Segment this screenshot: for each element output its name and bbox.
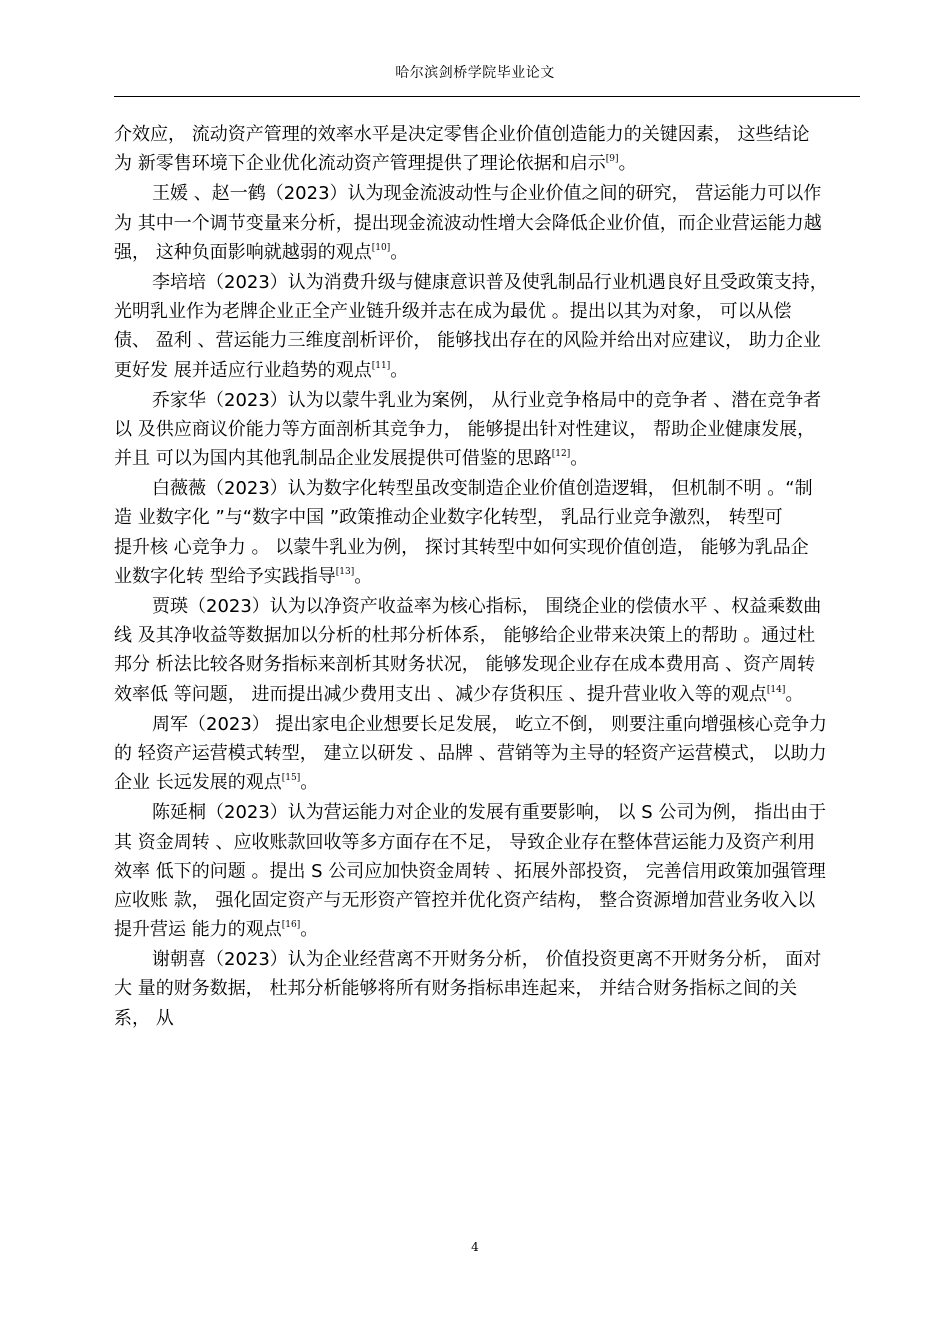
line-text: 为 新零售环境下企业优化流动资产管理提供了理论依据和启示 [114,153,606,175]
line-ending-punctuation: 。 [390,241,409,263]
citation-marker: [10] [371,242,391,253]
line-text: 李培培（2023）认为消费升级与健康意识普及使乳制品行业机遇良好且受政策支持， [152,271,828,293]
text-line [114,974,864,1003]
citation-marker: [11] [371,360,391,371]
line-text: 光明乳业作为老牌企业正全产业链升级并志在成为最优 。提出以其为对象， 可以从偿 [114,301,792,323]
line-text: 业数字化转 型给予实践指导 [114,565,336,587]
line-text: 线 及其净收益等数据加以分析的杜邦分析体系， 能够给企业带来决策上的帮助 。通过杜 [114,625,816,647]
line-text: 乔家华（2023）认为以蒙牛乳业为案例， 从行业竞争格局中的竞争者 、潜在竞争者 [152,389,822,411]
text-line [114,297,864,326]
line-text: 企业 长远发展的观点 [114,772,282,794]
line-text: 周军（2023） 提出家电企业想要长足发展， 屹立不倒， 则要注重向增强核心竞争力 [152,713,827,735]
text-line [114,768,864,797]
body-text [114,120,864,1033]
line-text: 效率 低下的问题 。提出 S 公司应加快资金周转 、拓展外部投资， 完善信用政策加强管理 [114,860,826,882]
line-ending-punctuation: 。 [785,683,804,705]
text-line [114,621,864,650]
header-divider [114,96,860,97]
line-ending-punctuation: 。 [618,153,637,175]
line-text: 系， 从 [114,1007,174,1029]
line-text: 贾瑛（2023）认为以净资产收益率为核心指标， 围绕企业的偿债水平 、权益乘数曲 [152,596,822,617]
line-text: 提升核 心竞争力 。 以蒙牛乳业为例， 探讨其转型中如何实现价值创造， 能够为乳品企 [114,536,809,558]
line-text: 以 及供应商议价能力等方面剖析其竞争力， 能够提出针对性建议， 帮助企业健康发展， [114,418,816,440]
text-line [114,268,864,297]
line-text: 并且 可以为国内其他乳制品企业发展提供可借鉴的思路 [114,448,552,470]
line-text: 造 业数字化 ”与“数字中国 ”政策推动企业数字化转型， 乳品行业竞争激烈， 转型可 [114,507,783,529]
line-text: 王媛 、赵一鹤（2023）认为现金流波动性与企业价值之间的研究， 营运能力可以作 [152,183,822,205]
text-line [114,710,864,739]
line-text: 白薇薇（2023）认为数字化转型虽改变制造企业价值创造逻辑， 但机制不明 。“制 [152,478,813,500]
text-line [114,209,864,238]
text-line [114,798,864,827]
line-text: 提升营运 能力的观点 [114,919,282,941]
line-text: 陈延桐（2023）认为营运能力对企业的发展有重要影响， 以 S 公司为例， 指出由于 [152,802,827,824]
text-line [114,238,864,267]
line-text: 介效应， 流动资产管理的效率水平是决定零售企业价值创造能力的关键因素， 这些结论 [114,124,810,145]
text-line [114,739,864,768]
text-line [114,120,864,149]
citation-marker: [16] [281,920,301,931]
page-number: 4 [471,1240,479,1254]
text-line [114,857,864,886]
line-ending-punctuation: 。 [354,565,373,587]
text-line [114,326,864,355]
line-text: 谢朝喜（2023）认为企业经营离不开财务分析， 价值投资更离不开财务分析， 面对 [152,949,822,971]
text-line [114,474,864,503]
text-line [114,415,864,444]
text-line [114,444,864,473]
text-line [114,945,864,974]
line-text: 其 资金周转 、应收账款回收等多方面存在不足， 导致企业存在整体营运能力及资产利用 [114,831,816,853]
line-ending-punctuation: 。 [570,448,589,470]
line-text: 应收账 款， 强化固定资产与无形资产管控并优化资产结构， 整合资源增加营业务收入以 [114,889,816,911]
text-line [114,179,864,208]
citation-marker: [12] [551,449,571,460]
line-text: 效率低 等问题， 进而提出减少费用支出 、减少存货积压 、提升营业收入等的观点 [114,683,767,705]
citation-marker: [9] [605,154,619,165]
line-ending-punctuation: 。 [390,359,409,381]
line-text: 强， 这种负面影响就越弱的观点 [114,241,372,263]
line-ending-punctuation: 。 [300,772,319,794]
text-line [114,592,864,621]
line-text: 为 其中一个调节变量来分析，提出现金流波动性增大会降低企业价值，而企业营运能力越 [114,212,822,234]
text-line [114,1004,864,1033]
text-line [114,886,864,915]
citation-marker: [14] [766,684,786,695]
line-text: 更好发 展并适应行业趋势的观点 [114,359,372,381]
text-line [114,650,864,679]
line-text: 邦分 析法比较各财务指标来剖析其财务状况， 能够发现企业存在成本费用高 、资产周转 [114,654,816,676]
text-line [114,533,864,562]
line-text: 的 轻资产运营模式转型， 建立以研发 、品牌 、营销等为主导的轻资产运营模式， 以助力 [114,742,827,764]
citation-marker: [15] [281,773,301,784]
text-line [114,386,864,415]
text-line [114,356,864,385]
text-line [114,149,864,178]
text-line [114,562,864,591]
line-text: 债、 盈利 、营运能力三维度剖析评价， 能够找出存在的风险并给出对应建议， 助力企业 [114,330,821,352]
page-header-title: 哈尔滨剑桥学院毕业论文 [395,65,555,81]
text-line [114,915,864,944]
text-line [114,503,864,532]
text-line [114,828,864,857]
citation-marker: [13] [335,566,355,577]
line-text: 大 量的财务数据， 杜邦分析能够将所有财务指标串连起来， 并结合财务指标之间的关 [114,978,798,1000]
text-line [114,680,864,709]
line-ending-punctuation: 。 [300,919,319,941]
